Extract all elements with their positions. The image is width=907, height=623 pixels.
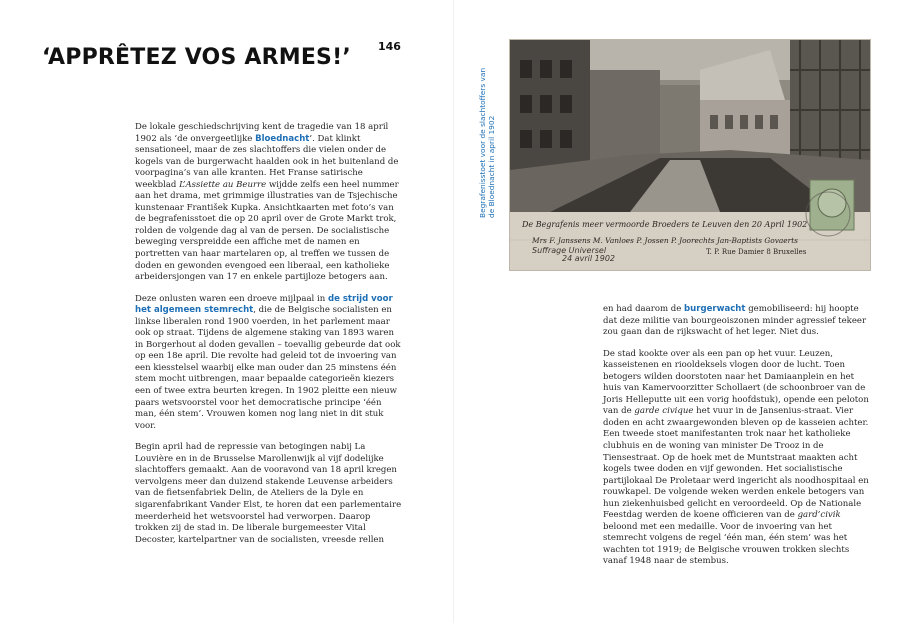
postcard-printed-names: Mrs F. Janssens M. Vanloes P. Jossen P. Joorechts Jan-Baptists Govaerts [532, 236, 798, 245]
postcard-handwriting-2: 24 avril 1902 [562, 254, 615, 263]
caption-line-2: de Bloednacht in april 1902 [487, 115, 497, 218]
caption-line-1: Begrafenisstoet voor de slachtoffers van [478, 67, 487, 218]
page-number: 146 [378, 40, 401, 53]
italic-gard-civik: gard’civik [797, 510, 841, 521]
paragraph-stemrecht: Deze onlusten waren een droeve mijlpaal in de strijd voor het algemeen stemrecht, die de Belgische socialisten en linkse liberalen rond 1900 voerden, in het parlement maar ook op straat. Tijdens de algemene staking van 1893 waren in Borgerhout al doden gevallen – toevallig gebeurde dat ook op een 18e april. Die revolte had geleid tot de invoering van een kiesstelsel waarbij elke man ouder dan 25 minstens één stem mocht uitbrengen, maar bepaalde categorieën kiezers een of twee extra beurten kregen. In 1902 pleitte een nieuw paars wetsvoorstel voor het democratische principe ‘één man, één stem’. Vrouwen komen nog lang niet in dit stuk voor. [135, 293, 401, 431]
postcard-printed-title: De Begrafenis meer vermoorde Broeders te Leuven den 20 April 1902 [522, 220, 808, 229]
paragraph-stad-kookte: De stad kookte over als een pan op het vuur. Leuzen, kasseistenen en riooldeksels vlogen door de lucht. Toen betogers wilden doorstoten naar het Damiaanplein en het huis van Kamervoorzitter Schollaert (de schoonbroer van de Joris Helleputte uit een vorig hoofdstuk), opende een peloton van de garde civique het vuur in de Jansenius-straat. Vier doden en acht zwaargewonden bleven op de kasseien achter. Een tweede stoet manifestanten trok naar het katholieke clubhuis en de woning van minister De Trooz in de Tiensestraat. Op de hoek met de Muntstraat maakten acht kogels twee doden en vijf gewonden. Het socialistische partijlokaal De Proletaar werd ingericht als noodhospitaal en rouwkapel. De volgende weken werden enkele betogers van hun ziekenhuisbed gelicht en veroordeeld. Op de Nationale Feestdag werden de koene officieren van de gard’civik beloond met een medaille. Voor de invoering van het stemrecht volgens de regel ‘één man, één stem’ was het wachten tot 1919; de Belgische vrouwen trokken slechts vanaf 1948 naar de stembus. [603, 348, 869, 567]
photo-caption [478, 48, 497, 218]
highlight-strijd-stemrecht: de strijd voor het algemeen stemrecht [135, 293, 393, 316]
paragraph-burgerwacht: en had daarom de burgerwacht gemobiliseerd: hij hoopte dat deze militie van bourgeoiszonen minder agressief tekeer zou gaan dan de rijkswacht of het leger. Niet dus. [603, 304, 867, 338]
highlight-burgerwacht: burgerwacht [684, 304, 746, 314]
funeral-procession-postcard [510, 40, 870, 270]
postcard-publisher: T. P. Rue Damier 8 Bruxelles [706, 248, 807, 256]
highlight-bloednacht: Bloednacht [255, 133, 310, 144]
right-text-column [603, 304, 871, 578]
chapter-title: ‘APPRÊTEZ VOS ARMES!’ [42, 44, 351, 70]
italic-garde-civique: garde civique [634, 406, 694, 417]
paragraph-bloednacht: De lokale geschiedschrijving kent de tragedie van 18 april 1902 als ‘de onvergeetlijke Bloednacht’. Dat klinkt sensationeel, maar de zes slachtoffers die vielen onder de kogels van de burgerwacht haalden ook in het buitenland de voorpagina’s van alle kranten. Het Franse satirische weekblad L’Assiette au Beurre wijdde zelfs een heel nummer aan het drama, met grimmige illustraties van de Tsjechische kunstenaar František Kupka. Ansichtkaarten met foto’s van de begrafenisstoet die op 20 april over de Grote Markt trok, rolden de volgende dag al van de persen. De socialistische beweging verspreidde een affiche met de namen en portretten van haar martelaren op, al treffen we tussen de doden en gewonden evengoed een liberaal, een katholieke arbeidersjongen van 17 en enkele partijloze betogers aan. [135, 122, 399, 283]
left-page [0, 0, 453, 623]
paragraph-repressie: Begin april had de repressie van betogingen nabij La Louvière en in de Brusselse Marollenwijk al vijf dodelijke slachtoffers gemaakt. Aan de vooravond van 18 april kregen vervolgens meer dan duizend stakende Leuvense arbeiders van de fietsenfabriek Delin, de Ateliers de la Dyle en sigarenfabrikant Vander Elst, te horen dat een parlementaire meerderheid het wetsvoorstel had verworpen. Daarop trokken zij de stad in. De liberale burgemeester Vital Decoster, kartelpartner van de socialisten, vreesde rellen [135, 442, 402, 545]
left-text-column [135, 122, 403, 556]
postcard-handwriting-1: Suffrage Universel [532, 246, 607, 255]
italic-assiette-au-beurre: L’Assiette au Beurre [179, 179, 267, 190]
